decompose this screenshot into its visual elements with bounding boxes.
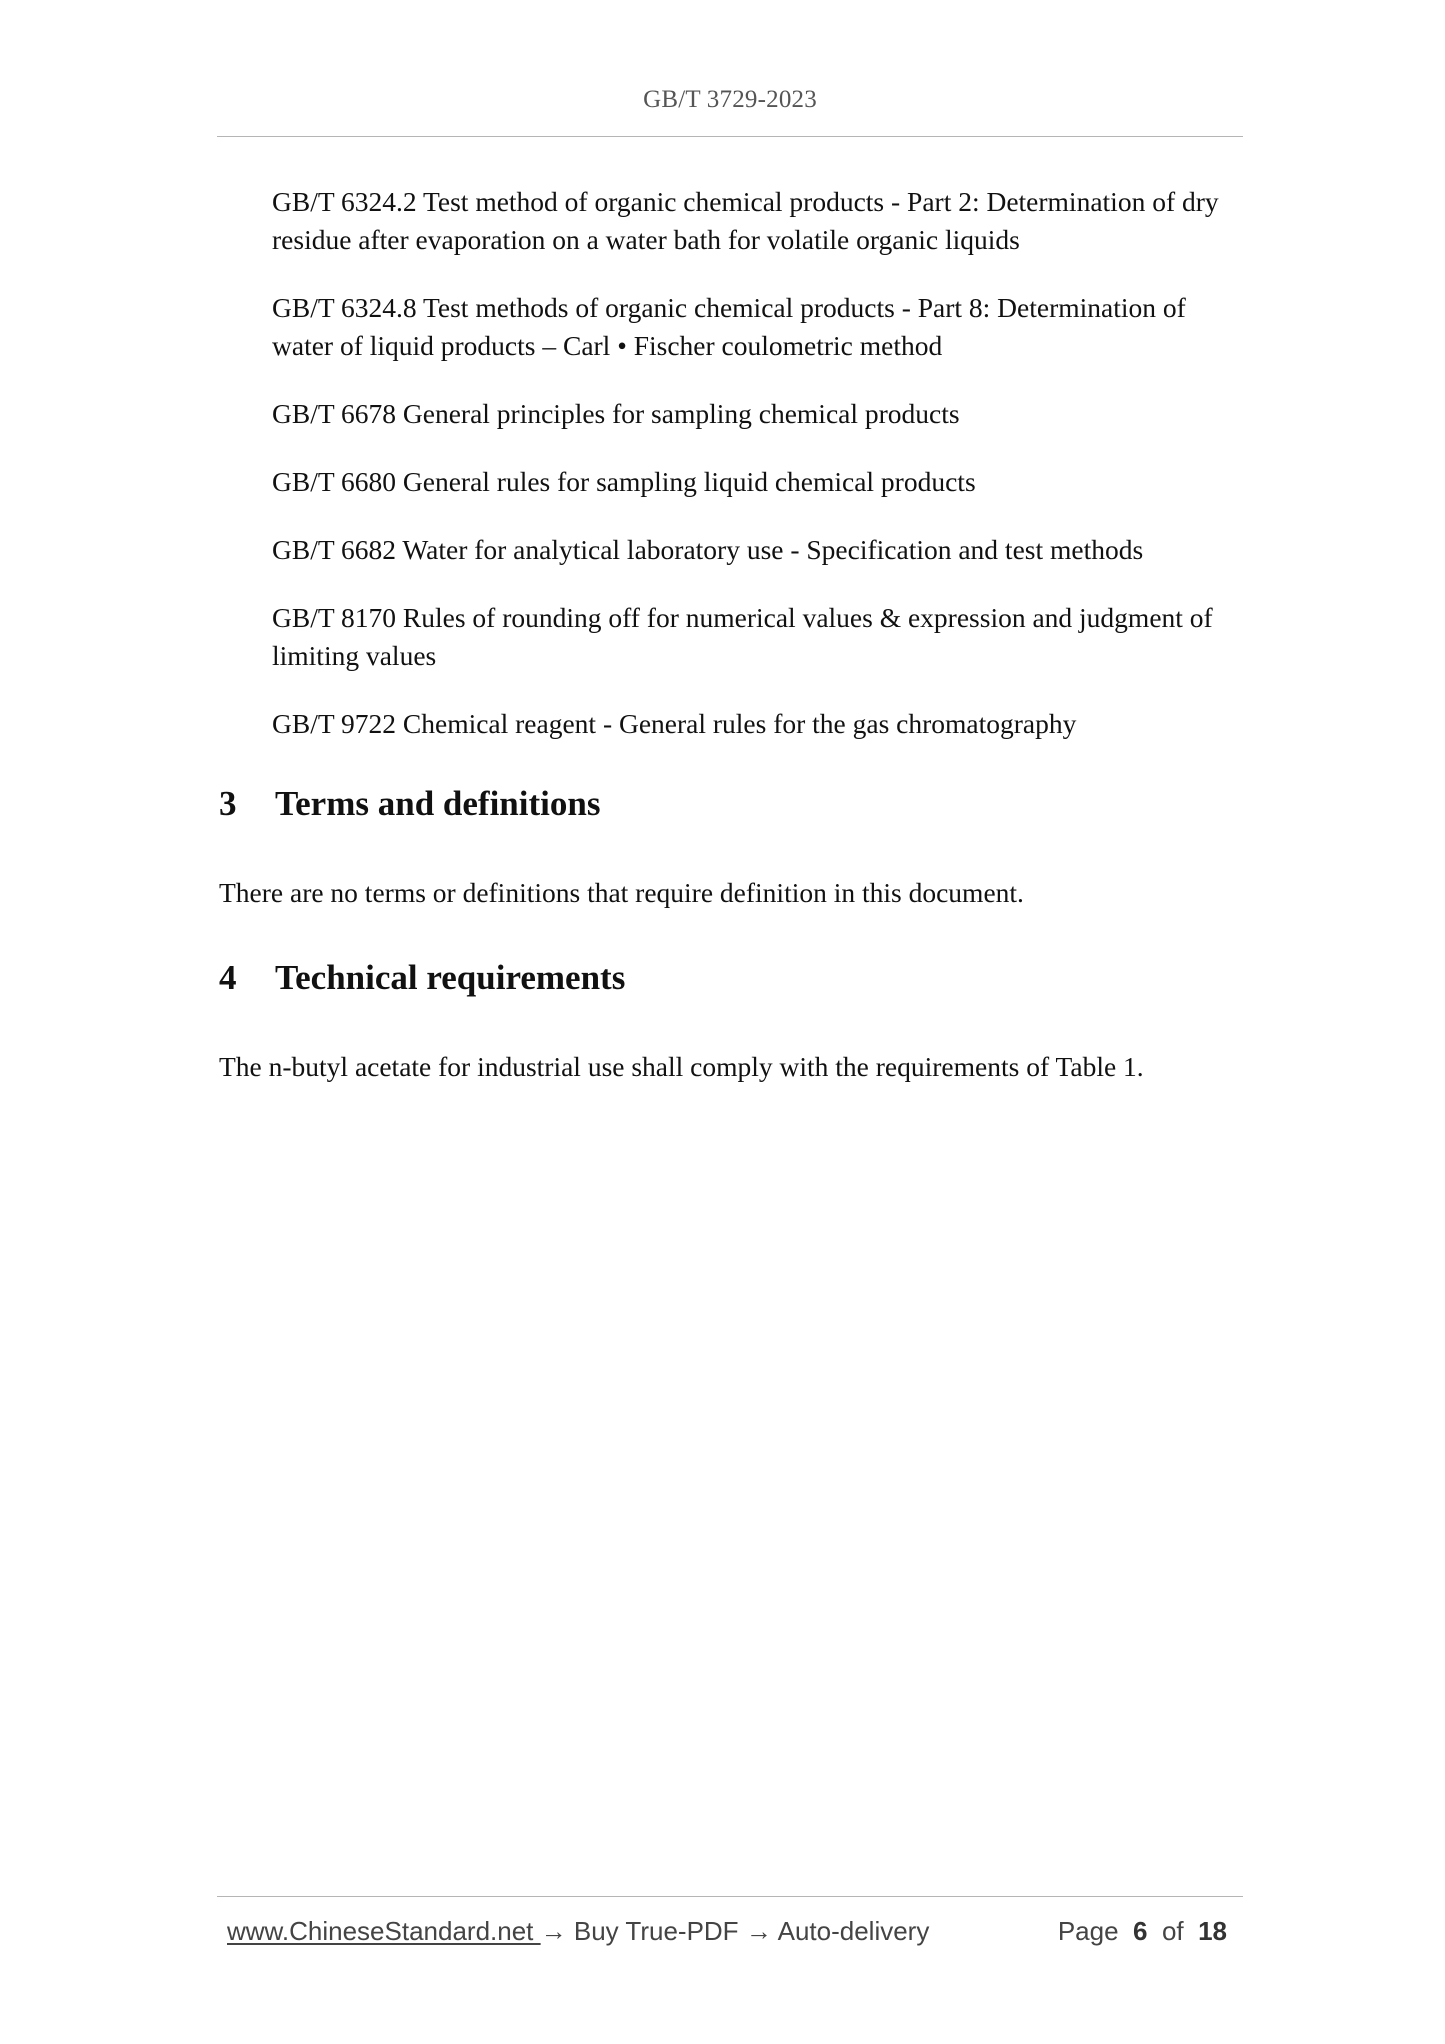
reference-item: GB/T 6324.2 Test method of organic chemical products - Part 2: Determination of dry residue after evaporation on a water bath for volatile organic liquids [272,186,1219,255]
reference-item: GB/T 6678 General principles for sampling chemical products [272,398,960,429]
section-3-heading [219,784,1239,824]
of-label: of [1161,1916,1184,1946]
reference-item: GB/T 6324.8 Test methods of organic chemical products - Part 8: Determination of water of liquid products – Carl • Fischer coulometric method [272,292,1186,361]
site-link[interactable]: www.ChineseStandard.net [227,1916,541,1946]
current-page-number: 6 [1133,1916,1148,1946]
normative-references-list [272,183,1247,773]
section-title: Technical requirements [275,958,626,997]
footer-divider [217,1896,1243,1897]
total-pages-number: 18 [1198,1916,1227,1946]
header-divider [217,136,1243,137]
section-number: 4 [219,958,237,997]
buy-true-pdf-label: Buy True-PDF [573,1916,739,1946]
reference-item: GB/T 6682 Water for analytical laboratory use - Specification and test methods [272,534,1144,565]
section-number: 3 [219,784,237,823]
auto-delivery-label: Auto-delivery [777,1916,930,1946]
document-id: GB/T 3729-2023 [643,86,817,113]
reference-item: GB/T 9722 Chemical reagent - General rules for the gas chromatography [272,708,1077,739]
section-3-body: There are no terms or definitions that require definition in this document. [219,877,1024,908]
arrow-right-icon: → [540,1916,567,1946]
page-counter [1058,1914,1227,1948]
page-header [217,86,1243,114]
reference-item: GB/T 8170 Rules of rounding off for numerical values & expression and judgment of limiting values [272,602,1213,671]
footer-promo [227,1914,929,1948]
section-title: Terms and definitions [275,784,601,823]
reference-item: GB/T 6680 General rules for sampling liquid chemical products [272,466,976,497]
section-4-body: The n-butyl acetate for industrial use shall comply with the requirements of Table 1. [219,1051,1144,1082]
arrow-right-icon: → [745,1916,772,1946]
page-label: Page [1057,1916,1119,1946]
section-4-heading [219,958,1239,998]
